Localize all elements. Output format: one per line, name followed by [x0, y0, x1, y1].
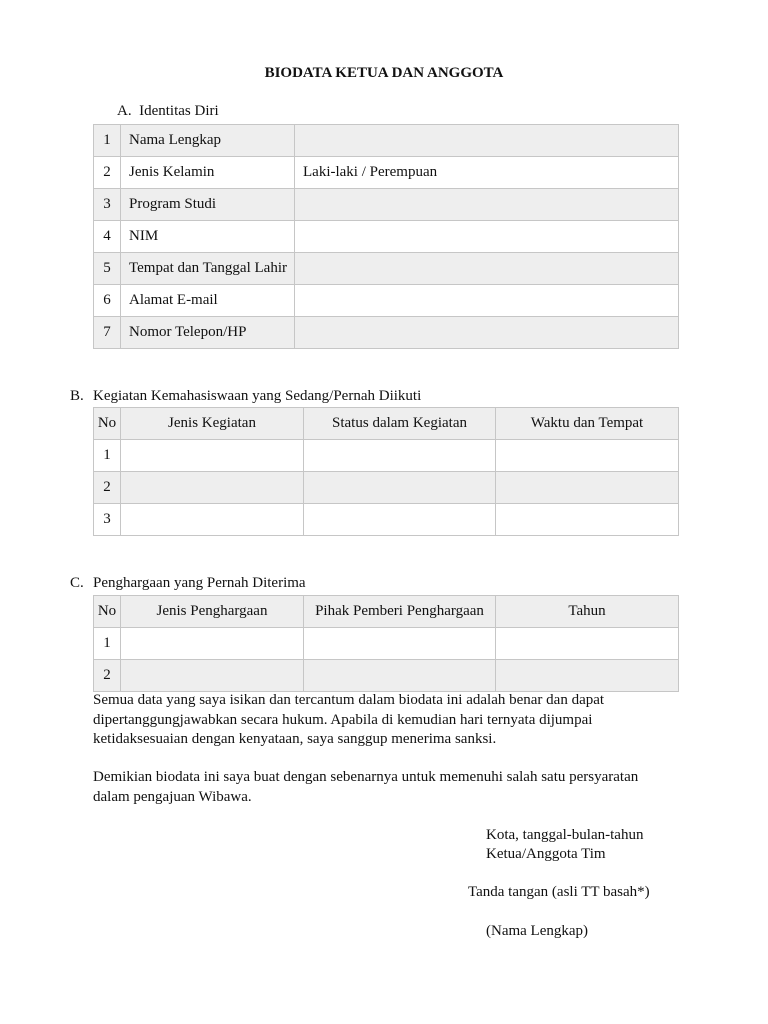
activities-row — [94, 472, 679, 504]
identity-row-number: 4 — [94, 221, 121, 253]
activities-row — [94, 504, 679, 536]
identity-field-label: Tempat dan Tanggal Lahir — [121, 253, 295, 285]
identity-field-label: Program Studi — [121, 189, 295, 221]
identity-field-value — [295, 189, 679, 221]
signature-name: (Nama Lengkap) — [486, 923, 589, 939]
closing-paragraph — [93, 768, 677, 807]
activities-table — [93, 407, 679, 536]
activities-header-status: Status dalam Kegiatan — [304, 408, 496, 440]
closing-line: dalam pengajuan Wibawa. — [93, 788, 252, 805]
activities-row-number: 2 — [94, 472, 121, 504]
activities-row — [94, 440, 679, 472]
awards-cell-type — [121, 628, 304, 660]
identity-row — [94, 125, 679, 157]
identity-row — [94, 189, 679, 221]
closing-line: Demikian biodata ini saya buat dengan sebenarnya untuk memenuhi salah satu persyaratan — [93, 769, 639, 785]
identity-field-label: Alamat E-mail — [121, 285, 295, 317]
activities-cell-status — [304, 472, 496, 504]
document-title: BIODATA KETUA DAN ANGGOTA — [264, 65, 504, 81]
activities-cell-time-place — [496, 472, 679, 504]
activities-cell-time-place — [496, 504, 679, 536]
section-c-heading: Penghargaan yang Pernah Diterima — [93, 575, 306, 591]
activities-cell-type — [121, 504, 304, 536]
statement-line: ketidaksesuaian dengan kenyataan, saya sanggup menerima sanksi. — [93, 731, 497, 747]
activities-header-type: Jenis Kegiatan — [121, 408, 304, 440]
activities-cell-time-place — [496, 440, 679, 472]
identity-row — [94, 221, 679, 253]
identity-row-number: 1 — [94, 125, 121, 157]
statement-paragraph — [93, 691, 677, 750]
awards-row-number: 1 — [94, 628, 121, 660]
signature-line: Tanda tangan (asli TT basah*) — [468, 884, 650, 900]
identity-row — [94, 157, 679, 189]
section-b-marker: B. — [70, 388, 84, 404]
awards-row-number: 2 — [94, 660, 121, 692]
signature-place-date: Kota, tanggal-bulan-tahun — [486, 827, 644, 843]
identity-field-value — [295, 285, 679, 317]
awards-cell-giver — [304, 660, 496, 692]
identity-field-value — [295, 221, 679, 253]
identity-field-value — [295, 125, 679, 157]
identity-field-value: Laki-laki / Perempuan — [295, 157, 679, 189]
statement-line: dipertanggungjawabkan secara hukum. Apabila di kemudian hari ternyata dijumpai — [93, 711, 593, 728]
identity-row-number: 6 — [94, 285, 121, 317]
activities-row-number: 1 — [94, 440, 121, 472]
identity-row — [94, 285, 679, 317]
identity-field-label: Jenis Kelamin — [121, 157, 295, 189]
awards-cell-year — [496, 628, 679, 660]
activities-cell-status — [304, 504, 496, 536]
activities-row-number: 3 — [94, 504, 121, 536]
identity-row-number: 7 — [94, 317, 121, 349]
identity-table — [93, 124, 679, 349]
awards-header-row — [94, 596, 679, 628]
awards-header-type: Jenis Penghargaan — [121, 596, 304, 628]
activities-header-no: No — [94, 408, 121, 440]
identity-row-number: 3 — [94, 189, 121, 221]
activities-cell-type — [121, 440, 304, 472]
signature-role: Ketua/Anggota Tim — [486, 846, 606, 862]
activities-cell-type — [121, 472, 304, 504]
awards-header-no: No — [94, 596, 121, 628]
activities-cell-status — [304, 440, 496, 472]
awards-cell-giver — [304, 628, 496, 660]
awards-cell-type — [121, 660, 304, 692]
awards-row — [94, 628, 679, 660]
identity-row — [94, 317, 679, 349]
identity-field-label: NIM — [121, 221, 295, 253]
awards-row — [94, 660, 679, 692]
awards-header-giver: Pihak Pemberi Penghargaan — [304, 596, 496, 628]
identity-field-label: Nama Lengkap — [121, 125, 295, 157]
section-b-heading: Kegiatan Kemahasiswaan yang Sedang/Pernah Diikuti — [93, 388, 422, 404]
section-c-marker: C. — [70, 575, 84, 591]
identity-field-value — [295, 253, 679, 285]
activities-header-time-place: Waktu dan Tempat — [496, 408, 679, 440]
identity-field-label: Nomor Telepon/HP — [121, 317, 295, 349]
identity-row-number: 5 — [94, 253, 121, 285]
identity-row — [94, 253, 679, 285]
statement-line: Semua data yang saya isikan dan tercantum dalam biodata ini adalah benar dan dapat — [93, 692, 605, 708]
awards-cell-year — [496, 660, 679, 692]
section-a-heading: A. Identitas Diri — [117, 103, 219, 119]
activities-header-row — [94, 408, 679, 440]
identity-row-number: 2 — [94, 157, 121, 189]
identity-field-value — [295, 317, 679, 349]
awards-table — [93, 595, 679, 692]
awards-header-year: Tahun — [496, 596, 679, 628]
